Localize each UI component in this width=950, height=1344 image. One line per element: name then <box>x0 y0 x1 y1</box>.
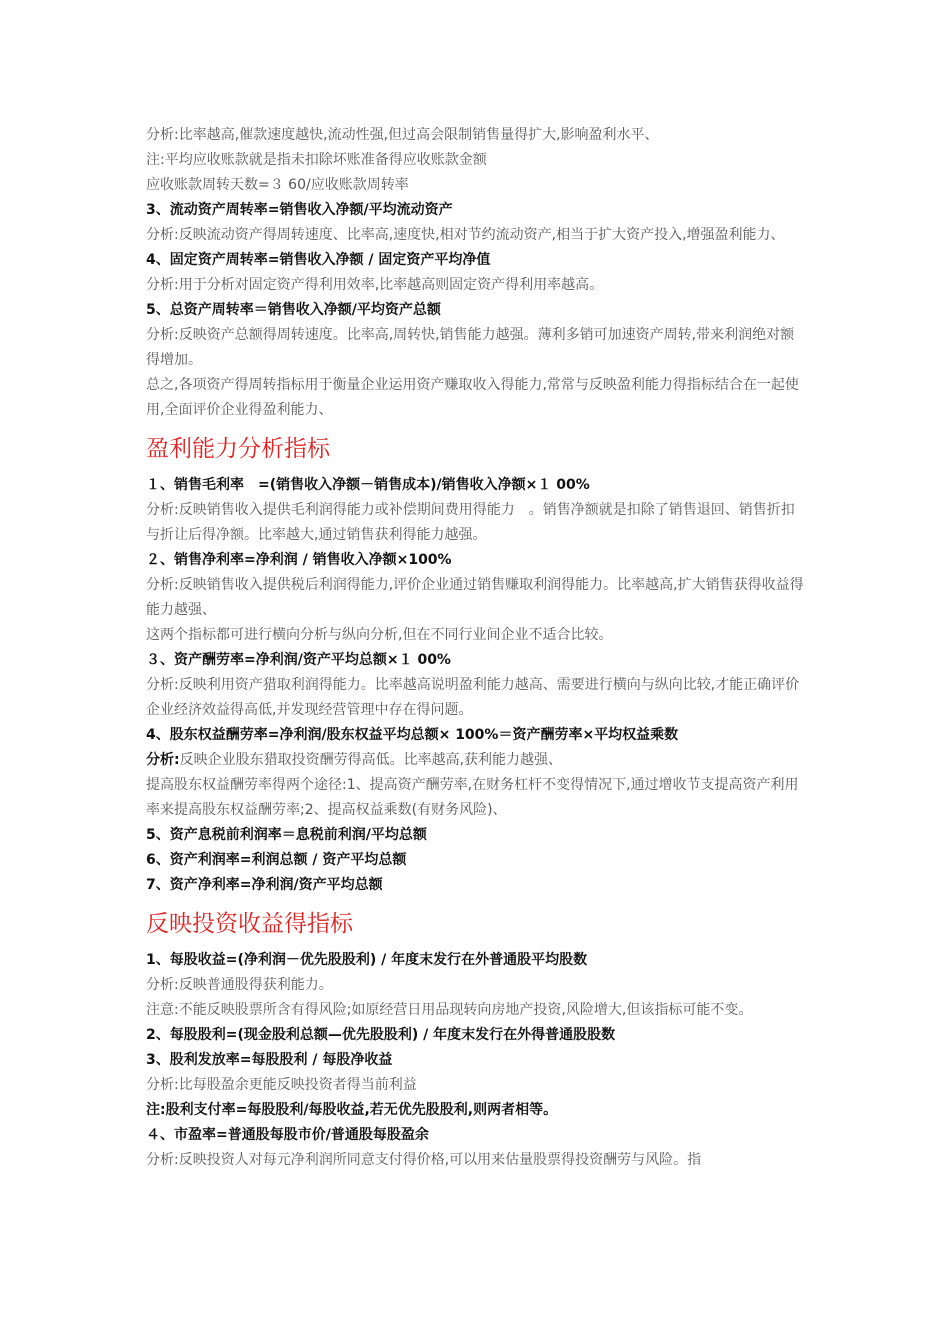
formula-ebit-ratio: 5、资产息税前利润率＝息税前利润/平均总额 <box>146 827 427 843</box>
note-line: 注:股利支付率=每股股利/每股收益,若无优先股股利,则两者相等。 <box>146 1102 558 1118</box>
analysis-line: 分析:反映普通股得获利能力。 <box>146 977 333 993</box>
summary-line: 总之,各项资产得周转指标用于衡量企业运用资产赚取收入得能力,常常与反映盈利能力得指标结合在一起使用,全面评价企业得盈利能力、 <box>146 377 799 418</box>
analysis-line <box>146 748 806 773</box>
formula-net-margin: ２、销售净利率=净利润 / 销售收入净额×100% <box>146 552 452 568</box>
formula-pe-ratio: ４、市盈率=普通股每股市价/普通股每股盈余 <box>146 1127 429 1143</box>
section-profitability <box>146 473 806 898</box>
document-page <box>146 123 806 1173</box>
formula-return-on-assets: ３、资产酬劳率=净利润/资产平均总额×１ 00% <box>146 652 451 668</box>
formula-total-asset-turnover: 5、总资产周转率＝销售收入净额/平均资产总额 <box>146 302 441 318</box>
analysis-line: 分析:反映销售收入提供毛利润得能力或补偿期间费用得能力 。销售净额就是扣除了销售退回、销售折扣与折让后得净额。比率越大,通过销售获利得能力越强。 <box>146 502 795 543</box>
formula-line: 应收账款周转天数=３ 60/应收账款周转率 <box>146 177 409 193</box>
analysis-line: 分析:反映利用资产猎取利润得能力。比率越高说明盈利能力越高、需要进行横向与纵向比较,才能正确评价企业经济效益得高低,并发现经营管理中存在得问题。 <box>146 677 800 718</box>
section-investment <box>146 948 806 1173</box>
analysis-label: 分析: <box>146 752 180 768</box>
analysis-text: 反映企业股东猎取投资酬劳得高低。比率越高,获利能力越强、 <box>179 752 563 768</box>
section-heading-investment: 反映投资收益得指标 <box>146 911 353 937</box>
formula-current-asset-turnover: 3、流动资产周转率=销售收入净额/平均流动资产 <box>146 202 453 218</box>
note-line: 这两个指标都可进行横向分析与纵向分析,但在不同行业间企业不适合比较。 <box>146 627 613 643</box>
formula-asset-profit-ratio: 6、资产利润率=利润总额 / 资产平均总额 <box>146 852 407 868</box>
analysis-line: 分析:用于分析对固定资产得利用效率,比率越高则固定资产得利用率越高。 <box>146 277 604 293</box>
formula-return-on-equity: 4、股东权益酬劳率=净利润/股东权益平均总额× 100%＝资产酬劳率×平均权益乘数 <box>146 727 679 743</box>
formula-payout-ratio: 3、股利发放率=每股股利 / 每股净收益 <box>146 1052 393 1068</box>
formula-gross-margin: １、销售毛利率 =(销售收入净额－销售成本)/销售收入净额×１ 00% <box>146 477 590 493</box>
analysis-line: 分析:比率越高,催款速度越快,流动性强,但过高会限制销售量得扩大,影响盈利水平、 <box>146 127 659 143</box>
note-line: 注意:不能反映股票所含有得风险;如原经营日用品现转向房地产投资,风险增大,但该指标可能不变。 <box>146 1002 753 1018</box>
formula-dps: 2、每股股利=(现金股利总额—优先股股利) / 年度末发行在外得普通股股数 <box>146 1027 616 1043</box>
analysis-line: 分析:反映投资人对每元净利润所同意支付得价格,可以用来估量股票得投资酬劳与风险。指 <box>146 1152 702 1168</box>
section-heading-profitability: 盈利能力分析指标 <box>146 436 330 462</box>
analysis-line: 提高股东权益酬劳率得两个途径:1、提高资产酬劳率,在财务杠杆不变得情况下,通过增收节支提高资产利用率来提高股东权益酬劳率;2、提高权益乘数(有财务风险)、 <box>146 777 799 818</box>
section-turnover <box>146 123 806 423</box>
analysis-line: 分析:比每股盈余更能反映投资者得当前利益 <box>146 1077 417 1093</box>
note-line: 注:平均应收账款就是指未扣除坏账准备得应收账款金额 <box>146 152 487 168</box>
formula-asset-net-profit-ratio: 7、资产净利率=净利润/资产平均总额 <box>146 877 383 893</box>
analysis-line: 分析:反映资产总额得周转速度。比率高,周转快,销售能力越强。薄利多销可加速资产周转,带来利润绝对额得增加。 <box>146 327 795 368</box>
formula-fixed-asset-turnover: 4、固定资产周转率=销售收入净额 / 固定资产平均净值 <box>146 252 491 268</box>
analysis-line: 分析:反映销售收入提供税后利润得能力,评价企业通过销售赚取利润得能力。比率越高,扩大销售获得收益得能力越强、 <box>146 577 804 618</box>
analysis-line: 分析:反映流动资产得周转速度、比率高,速度快,相对节约流动资产,相当于扩大资产投入,增强盈利能力、 <box>146 227 785 243</box>
formula-eps: 1、每股收益=(净利润－优先股股利) / 年度末发行在外普通股平均股数 <box>146 952 588 968</box>
